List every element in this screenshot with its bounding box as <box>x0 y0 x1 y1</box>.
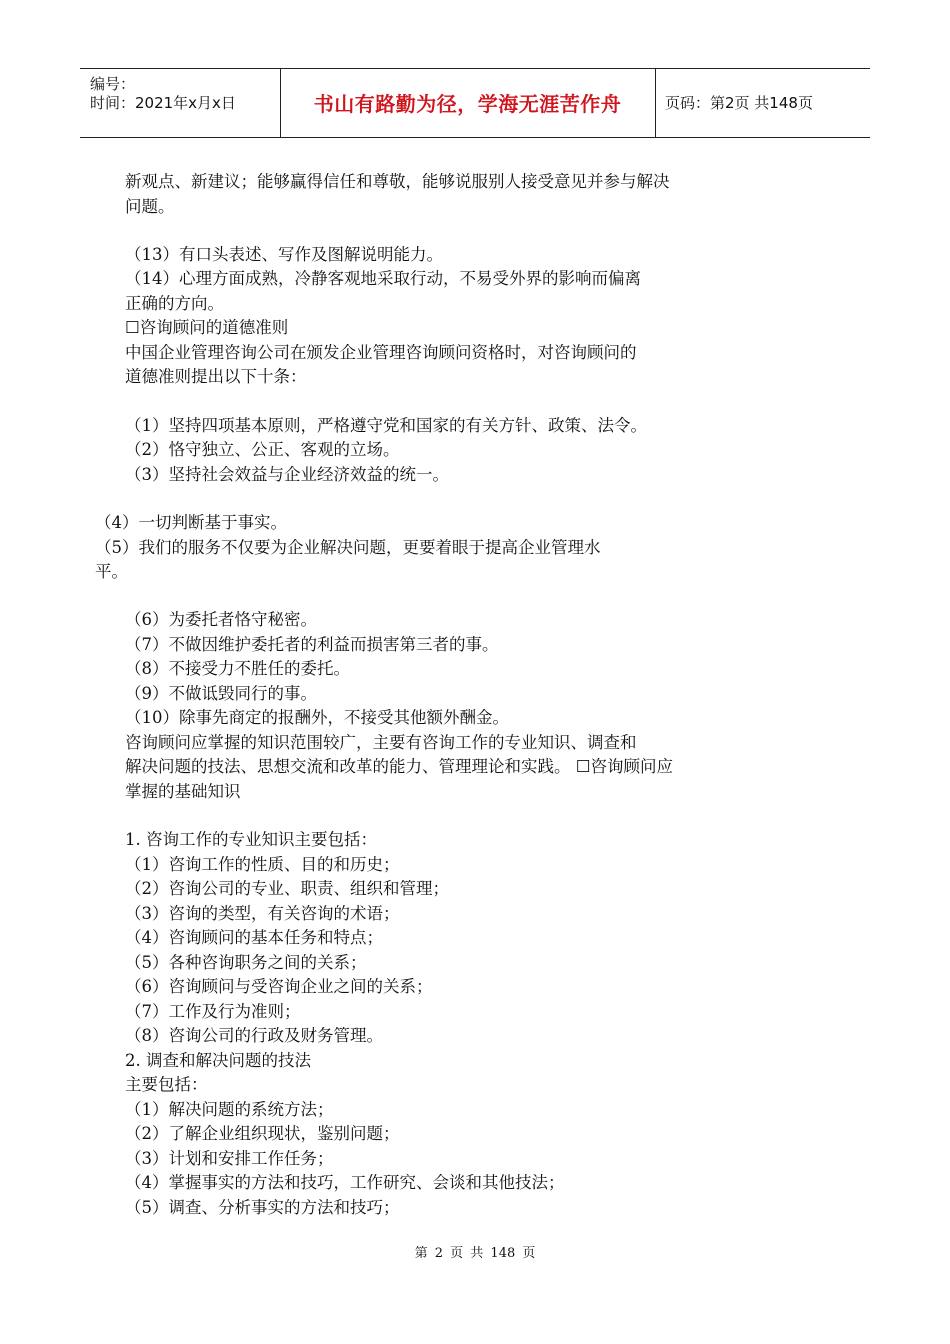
list-item: （1）咨询工作的性质、目的和历史； <box>125 855 400 874</box>
list-item: （6）咨询顾问与受咨询企业之间的关系； <box>125 977 433 996</box>
list-item: （1）坚持四项基本原则，严格遵守党和国家的有关方针、政策、法令。 <box>125 416 647 435</box>
header-page-cell <box>655 69 870 137</box>
text-line: 解决问题的技法、思想交流和改革的能力、管理理论和实践。 ☐咨询顾问应 <box>125 757 674 776</box>
page-header <box>80 68 870 138</box>
list-item: （5）各种咨询职务之间的关系； <box>125 953 367 972</box>
list-item: （3）计划和安排工作任务； <box>125 1149 334 1168</box>
page-footer: 第 2 页 共 148 页 <box>414 1246 536 1261</box>
section-heading: 掌握的基础知识 <box>125 782 241 801</box>
list-item: （6）为委托者恪守秘密。 <box>125 610 317 629</box>
header-meta-cell <box>80 69 281 137</box>
list-item: （8）不接受力不胜任的委托。 <box>125 659 350 678</box>
subsection-heading: 2. 调查和解决问题的技法 <box>125 1051 311 1070</box>
document-number-label: 编号： <box>90 75 136 93</box>
document-date-label: 时间：2021年x月x日 <box>90 94 236 112</box>
list-item: （3）咨询的类型，有关咨询的术语； <box>125 904 400 923</box>
list-item: （5）调查、分析事实的方法和技巧； <box>125 1198 400 1217</box>
list-item: （10）除事先商定的报酬外，不接受其他额外酬金。 <box>125 708 509 727</box>
list-item: （5）我们的服务不仅要为企业解决问题，更要着眼于提高企业管理水 <box>95 538 601 557</box>
list-item: （2）咨询公司的专业、职责、组织和管理； <box>125 879 449 898</box>
section-heading: ☐咨询顾问的道德准则 <box>125 318 289 337</box>
list-item: （2）了解企业组织现状，鉴别问题； <box>125 1124 400 1143</box>
header-page-code: 页码：第2页 共148页 <box>665 94 813 112</box>
list-item: （9）不做诋毁同行的事。 <box>125 684 317 703</box>
text-line: 正确的方向。 <box>125 294 224 313</box>
list-item: （2）恪守独立、公正、客观的立场。 <box>125 440 400 459</box>
list-item: （4）掌握事实的方法和技巧，工作研究、会谈和其他技法； <box>125 1173 565 1192</box>
header-motto: 书山有路勤为径，学海无涯苦作舟 <box>313 92 622 116</box>
text-line: （14）心理方面成熟，冷静客观地采取行动，不易受外界的影响而偏离 <box>125 269 641 288</box>
text-line: 咨询顾问应掌握的知识范围较广，主要有咨询工作的专业知识、调查和 <box>125 733 637 752</box>
list-item: （4）咨询顾问的基本任务和特点； <box>125 928 383 947</box>
subsection-heading: 1. 咨询工作的专业知识主要包括： <box>125 830 377 849</box>
text-line: 道德准则提出以下十条： <box>125 367 307 386</box>
list-item: （4）一切判断基于事实。 <box>95 513 287 532</box>
header-motto-cell <box>280 69 656 137</box>
list-item: （8）咨询公司的行政及财务管理。 <box>125 1026 383 1045</box>
list-item: （3）坚持社会效益与企业经济效益的统一。 <box>125 465 449 484</box>
list-item: （7）工作及行为准则； <box>125 1002 301 1021</box>
text-line: 主要包括： <box>125 1075 208 1094</box>
list-item: （1）解决问题的系统方法； <box>125 1100 334 1119</box>
text-line: （13）有口头表述、写作及图解说明能力。 <box>125 245 443 264</box>
text-line: 问题。 <box>125 197 175 216</box>
text-line: 平。 <box>95 562 128 581</box>
text-line: 新观点、新建议；能够赢得信任和尊敬，能够说服别人接受意见并参与解决 <box>125 172 670 191</box>
text-line: 中国企业管理咨询公司在颁发企业管理咨询顾问资格时，对咨询顾问的 <box>125 343 637 362</box>
list-item: （7）不做因维护委托者的利益而损害第三者的事。 <box>125 635 499 654</box>
